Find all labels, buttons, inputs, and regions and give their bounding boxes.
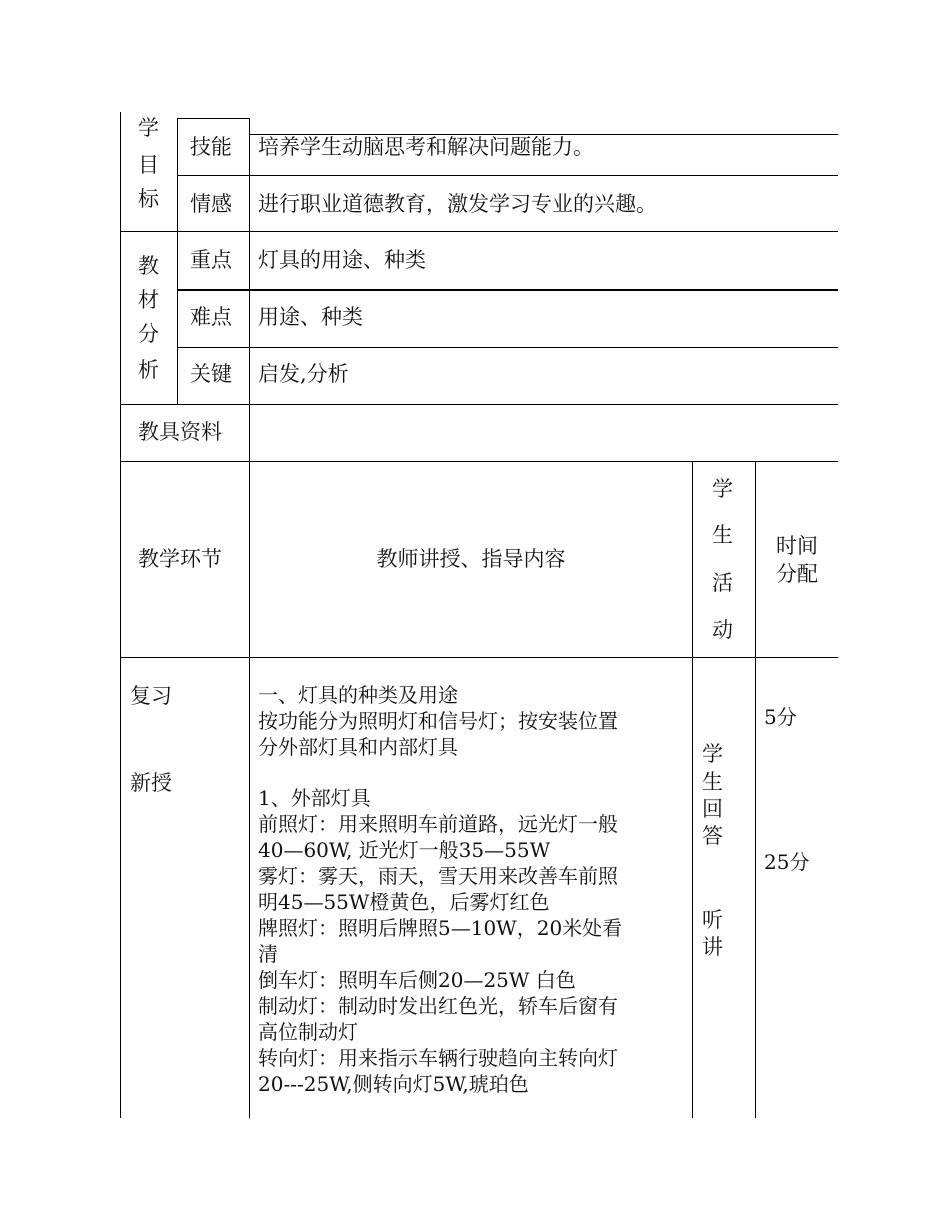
content-line: 1、外部灯具 — [258, 786, 371, 810]
header-student-char: 学 — [712, 477, 733, 501]
header-content: 教师讲授、指导内容 — [376, 547, 566, 571]
content-line: 按功能分为照明灯和信号灯；按安装位置 — [258, 709, 618, 733]
content-line: 一、灯具的种类及用途 — [258, 683, 458, 707]
stage-new: 新授 — [130, 771, 172, 795]
emotion-label: 情感 — [190, 192, 232, 216]
tools-label: 教具资料 — [138, 420, 222, 444]
content-line: 转向灯：用来指示车辆行驶趋向主转向灯 — [258, 1046, 618, 1070]
header-student-char: 生 — [712, 523, 733, 547]
content-line: 制动灯：制动时发出红色光，轿车后窗有 — [258, 994, 618, 1018]
content-line: 清 — [258, 942, 278, 966]
content-line: 倒车灯：照明车后侧20—25W 白色 — [258, 968, 576, 992]
skill-text: 培养学生动脑思考和解决问题能力。 — [258, 135, 594, 159]
stage-review: 复习 — [130, 684, 172, 708]
time-new: 25分 — [764, 850, 810, 874]
goals-group-char: 学 — [138, 116, 159, 140]
analysis-group-char: 分 — [138, 322, 159, 346]
key-text: 启发,分析 — [258, 362, 349, 386]
analysis-group-char: 析 — [138, 358, 159, 382]
skill-label: 技能 — [190, 135, 232, 159]
student-answer-char: 答 — [702, 824, 723, 848]
analysis-group-char: 材 — [138, 288, 159, 312]
header-stage: 教学环节 — [138, 547, 222, 571]
content-line: 20---25W,侧转向灯5W,琥珀色 — [258, 1072, 529, 1096]
content-line: 分外部灯具和内部灯具 — [258, 735, 458, 759]
student-answer-char: 学 — [702, 742, 723, 766]
key-label: 关键 — [190, 362, 232, 386]
key-point-text: 灯具的用途、种类 — [258, 248, 426, 272]
content-line: 明45—55W橙黄色，后雾灯红色 — [258, 890, 550, 914]
content-line: 雾灯：雾天，雨天，雪天用来改善车前照 — [258, 864, 618, 888]
goals-group-char: 目 — [138, 153, 159, 177]
content-line: 牌照灯：照明后牌照5—10W，20米处看 — [258, 916, 623, 940]
difficulty-text: 用途、种类 — [258, 305, 363, 329]
student-answer-char: 生 — [702, 770, 723, 794]
goals-group-char: 标 — [138, 187, 159, 211]
student-answer-char: 回 — [702, 797, 723, 821]
analysis-group-char: 教 — [138, 254, 159, 278]
content-line: 高位制动灯 — [258, 1020, 358, 1044]
content-line: 40—60W, 近光灯一般35—55W — [258, 838, 551, 862]
student-listen-char: 讲 — [702, 935, 723, 959]
difficulty-label: 难点 — [190, 305, 232, 329]
content-line: 前照灯：用来照明车前道路，远光灯一般 — [258, 812, 618, 836]
key-point-label: 重点 — [190, 248, 232, 272]
header-time-line: 时间 — [776, 534, 818, 558]
emotion-text: 进行职业道德教育，激发学习专业的兴趣。 — [258, 192, 657, 216]
header-time-line: 分配 — [776, 562, 818, 586]
student-listen-char: 听 — [702, 908, 723, 932]
header-student-char: 动 — [712, 618, 733, 642]
time-review: 5分 — [764, 705, 797, 729]
header-student-char: 活 — [712, 571, 733, 595]
